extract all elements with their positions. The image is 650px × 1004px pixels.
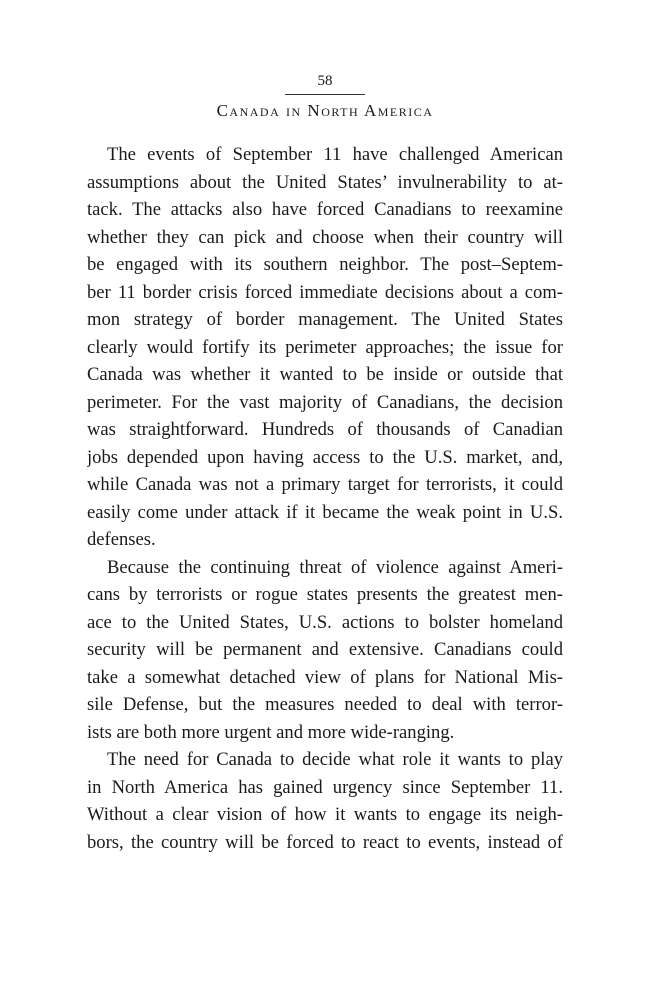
paragraph-1: [87, 141, 563, 554]
text-line: ists are both more urgent and more wide-ranging.: [87, 721, 455, 743]
text-line: assumptions about the United States’ invulnerability to at-: [87, 171, 563, 193]
text-line: in North America has gained urgency since September 11.: [87, 776, 563, 798]
paragraph-3: [87, 746, 563, 856]
text-line: easily come under attack if it became the weak point in U.S.: [87, 501, 563, 523]
text-line: bors, the country will be forced to react to events, instead of: [87, 831, 563, 853]
text-line: The events of September 11 have challenged American: [107, 144, 563, 165]
text-line: mon strategy of border management. The United States: [87, 309, 563, 330]
header-rule: [285, 94, 365, 95]
page-header: [0, 72, 650, 121]
text-line: take a somewhat detached view of plans for National Mis-: [87, 666, 563, 688]
text-line: while Canada was not a primary target for terrorists, it could: [87, 474, 563, 495]
text-line: be engaged with its southern neighbor. The post–Septem-: [87, 254, 563, 275]
text-line: tack. The attacks also have forced Canadians to reexamine: [87, 199, 563, 220]
text-line: jobs depended upon having access to the U.S. market, and,: [87, 446, 563, 468]
text-line: perimeter. For the vast majority of Canadians, the decision: [87, 391, 563, 413]
text-line: Because the continuing threat of violence against Ameri-: [107, 556, 563, 578]
running-head: Canada in North America: [216, 101, 434, 120]
text-line: Canada was whether it wanted to be inside or outside that: [87, 364, 563, 385]
text-line: ace to the United States, U.S. actions to bolster homeland: [87, 611, 563, 633]
text-line: whether they can pick and choose when their country will: [87, 226, 563, 248]
paragraph-2: [87, 554, 563, 747]
text-line: ber 11 border crisis forced immediate decisions about a com-: [87, 281, 563, 303]
body-text: [87, 141, 563, 856]
text-line: cans by terrorists or rogue states presents the greatest men-: [87, 584, 563, 605]
text-line: The need for Canada to decide what role it wants to play: [107, 749, 563, 770]
text-line: Without a clear vision of how it wants to engage its neigh-: [87, 804, 563, 825]
text-line: clearly would fortify its perimeter approaches; the issue for: [87, 336, 563, 358]
text-line: sile Defense, but the measures needed to deal with terror-: [87, 694, 563, 715]
text-line: security will be permanent and extensive. Canadians could: [87, 639, 563, 660]
text-line: was straightforward. Hundreds of thousands of Canadian: [87, 419, 563, 440]
page-number: 58: [317, 73, 333, 89]
text-line: defenses.: [87, 529, 156, 550]
